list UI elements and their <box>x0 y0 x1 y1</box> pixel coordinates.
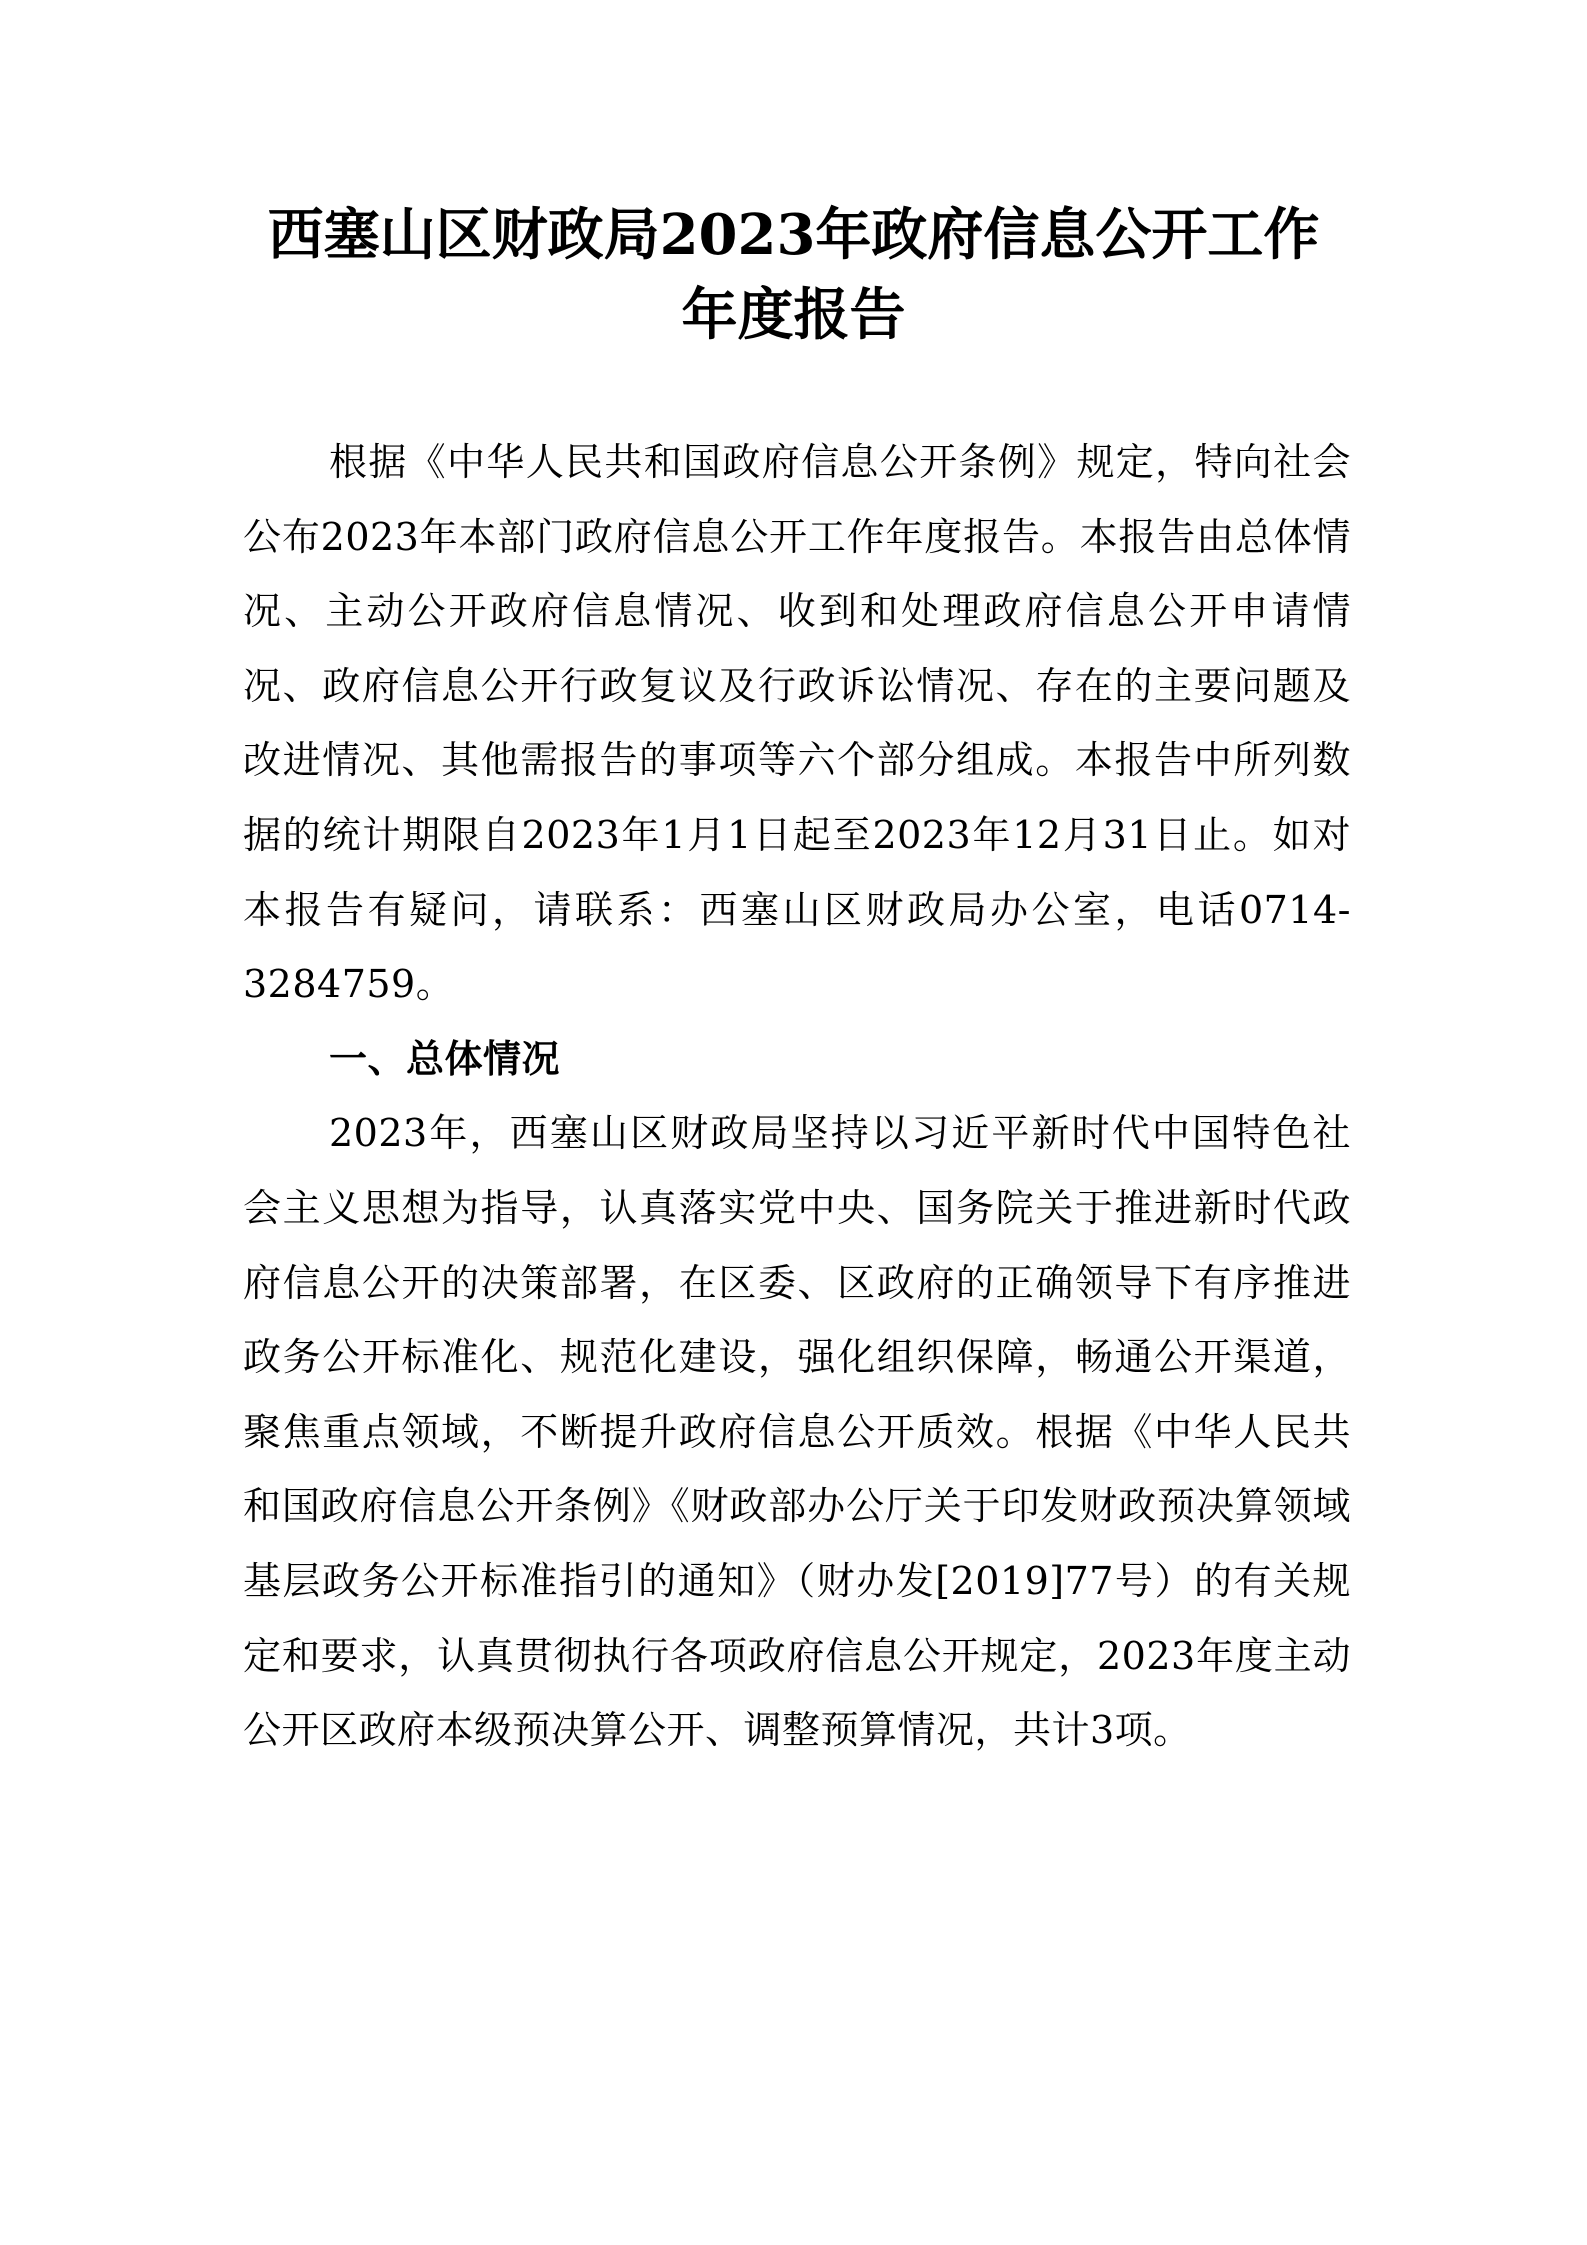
title-line-1: 西塞山区财政局2023年政府信息公开工作 <box>267 202 1320 268</box>
document-body <box>243 425 1351 1768</box>
section-paragraph-overall: 2023年，西塞山区财政局坚持以习近平新时代中国特色社会主义思想为指导，认真落实党中央、国务院关于推进新时代政府信息公开的决策部署，在区委、区政府的正确领导下有序推进政务公开标准化、规范化建设，强化组织保障，畅通公开渠道，聚焦重点领域，不断提升政府信息公开质效。根据《中华人民共和国政府信息公开条例》《财政部办公厅关于印发财政预决算领域基层政务公开标准指引的通知》（财办发[2019]77号）的有关规定和要求，认真贯彻执行各项政府信息公开规定，2023年度主动公开区政府本级预决算公开、调整预算情况，共计3项。 <box>243 1111 1351 1753</box>
intro-paragraph: 根据《中华人民共和国政府信息公开条例》规定，特向社会公布2023年本部门政府信息公开工作年度报告。本报告由总体情况、主动公开政府信息情况、收到和处理政府信息公开申请情况、政府信息公开行政复议及行政诉讼情况、存在的主要问题及改进情况、其他需报告的事项等六个部分组成。本报告中所列数据的统计期限自2023年1月1日起至2023年12月31日止。如对本报告有疑问，请联系：西塞山区财政局办公室，电话0714-3284759。 <box>243 440 1351 1007</box>
document-title <box>180 195 1407 355</box>
section-heading-overall: 一、总体情况 <box>329 1036 561 1081</box>
title-line-2: 年度报告 <box>681 282 906 348</box>
